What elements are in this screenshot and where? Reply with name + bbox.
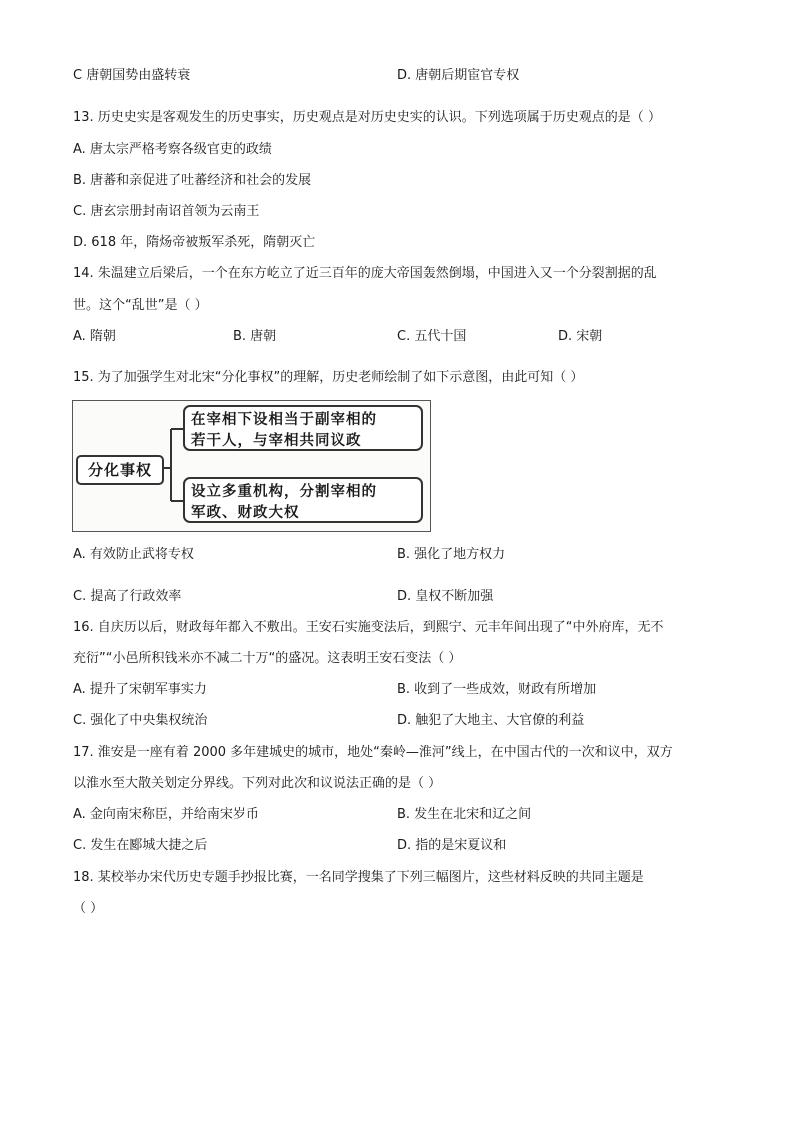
q16-stem-line1: 16. 自庆历以后，财政每年都入不敷出。王安石实施变法后，到熙宁、元丰年间出现了“中外府库，无不: [73, 620, 664, 635]
q16-option-d: D. 触犯了大地主、大官僚的利益: [397, 713, 585, 728]
q15-diagram: [72, 400, 431, 532]
q15-stem: 15. 为了加强学生对北宋“分化事权”的理解，历史老师绘制了如下示意图，由此可知（ ）: [73, 370, 584, 385]
q16-stem-line2: 充衍”“小邑所积钱米亦不减二十万“的盛况。这表明王安石变法（ ）: [73, 651, 462, 666]
q16-option-c: C. 强化了中央集权统治: [73, 713, 208, 728]
q17-option-b: B. 发生在北宋和辽之间: [397, 807, 532, 822]
q12-option-c: C 唐朝国势由盛转衰: [73, 68, 191, 83]
q16-option-a: A. 提升了宋朝军事实力: [73, 682, 207, 697]
branch-2-line-2: 军政、财政大权: [191, 504, 300, 521]
q17-option-c: C. 发生在郾城大捷之后: [73, 838, 208, 853]
q17-stem-line1: 17. 淮安是一座有着 2000 多年建城史的城市，地处“秦岭—淮河”线上，在中国古代的一次和议中，双方: [73, 745, 673, 760]
q18-stem-line2: （ ）: [73, 901, 104, 916]
q17-option-a: A. 金向南宋称臣，并给南宋岁币: [73, 807, 259, 822]
q17-stem-line2: 以淮水至大散关划定分界线。下列对此次和议说法正确的是（ ）: [73, 776, 442, 791]
q14-stem-line2: 世。这个“乱世”是（ ）: [73, 298, 208, 313]
diagram-root: 分化事权: [76, 455, 164, 485]
branch-2-line-1: 设立多重机构，分割宰相的: [191, 483, 377, 500]
q14-stem-line1: 14. 朱温建立后梁后，一个在东方屹立了近三百年的庞大帝国轰然倒塌，中国进入又一个分裂割据的乱: [73, 266, 657, 281]
q13-option-a: A. 唐太宗严格考察各级官吏的政绩: [73, 142, 272, 157]
q18-stem-line1: 18. 某校举办宋代历史专题手抄报比赛，一名同学搜集了下列三幅图片，这些材料反映的共同主题是: [73, 870, 644, 885]
q14-option-d: D. 宋朝: [558, 329, 603, 344]
q14-option-c: C. 五代十国: [397, 329, 467, 344]
q13-option-b: B. 唐蕃和亲促进了吐蕃经济和社会的发展: [73, 173, 312, 188]
q16-option-b: B. 收到了一些成效，财政有所增加: [397, 682, 597, 697]
diagram-branch-2: [183, 477, 423, 523]
q15-option-c: C. 提高了行政效率: [73, 589, 182, 604]
q15-option-a: A. 有效防止武将专权: [73, 547, 194, 562]
branch-1-line-2: 若干人，与宰相共同议政: [191, 432, 362, 449]
q15-option-b: B. 强化了地方权力: [397, 547, 506, 562]
q12-option-d: D. 唐朝后期宦官专权: [397, 68, 520, 83]
q13-stem: 13. 历史史实是客观发生的历史事实，历史观点是对历史史实的认识。下列选项属于历史观点的是（ ）: [73, 110, 661, 125]
diagram-branch-1: [183, 405, 423, 451]
branch-1-line-1: 在宰相下设相当于副宰相的: [191, 411, 377, 428]
q17-option-d: D. 指的是宋夏议和: [397, 838, 507, 853]
q15-option-d: D. 皇权不断加强: [397, 589, 494, 604]
q13-option-c: C. 唐玄宗册封南诏首领为云南王: [73, 204, 260, 219]
q13-option-d: D. 618 年，隋炀帝被叛军杀死，隋朝灭亡: [73, 235, 316, 250]
q14-option-a: A. 隋朝: [73, 329, 116, 344]
q14-option-b: B. 唐朝: [233, 329, 277, 344]
